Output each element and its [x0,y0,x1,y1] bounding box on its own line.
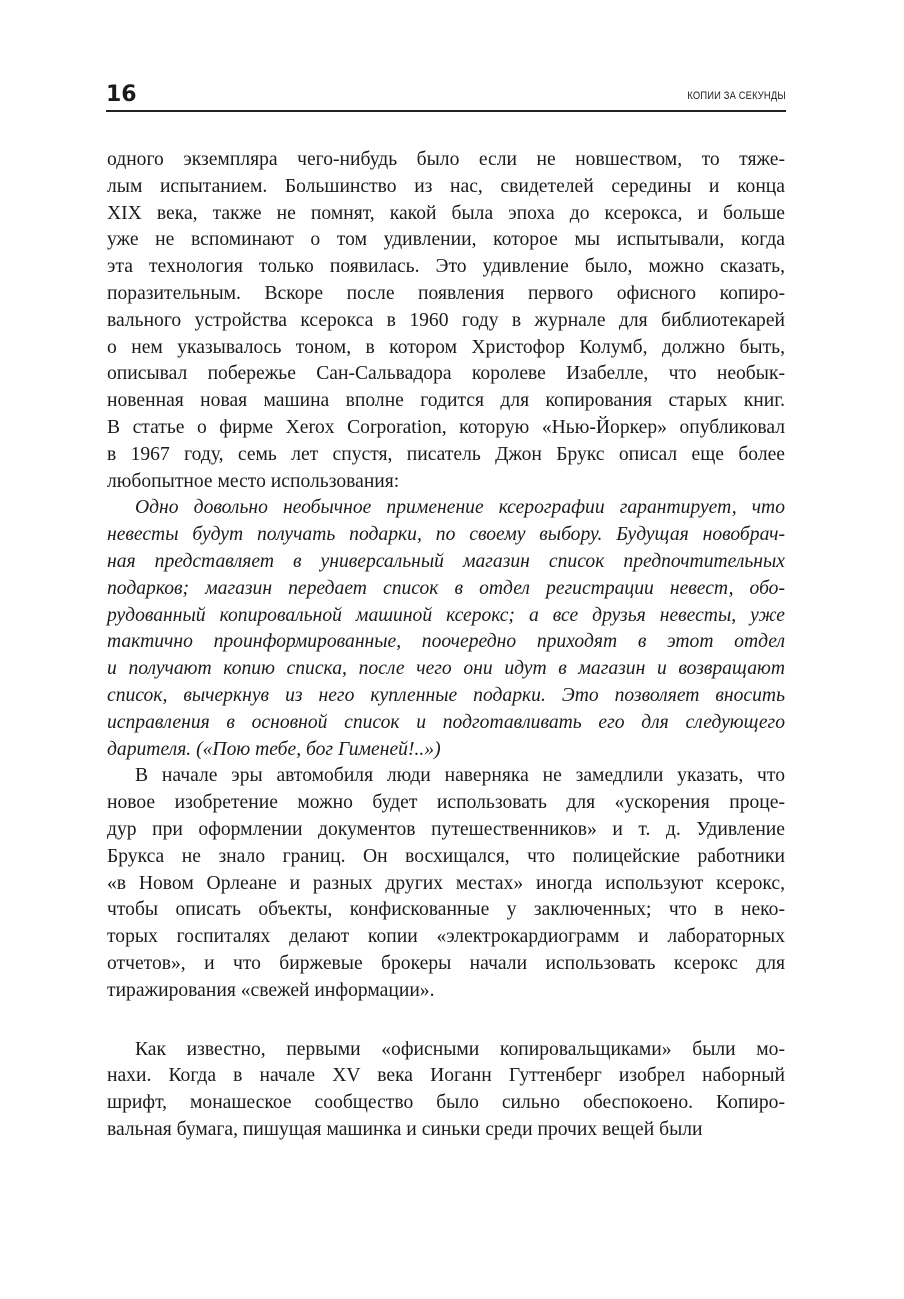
text-line: Одно довольно необычное применение ксерографии гарантирует, что [135,497,785,519]
text-line: эта технология только появилась. Это удивление было, можно сказать, [107,256,785,278]
text-line: подарков; магазин передает список в отдел регистрации невест, обо- [107,577,785,599]
text-line: дур при оформлении документов путешественников» и т. д. Удивление [107,818,785,840]
text-line: рудованный копировальной машиной ксерокс; а все друзья невесты, уже [107,604,785,626]
text-line: невесты будут получать подарки, по своему выбору. Будущая новобрач- [107,524,785,546]
text-line: о нем указывалось тоном, в котором Христофор Колумб, должно быть, [107,336,785,358]
text-line: нахи. Когда в начале XV века Иоганн Гуттенберг изобрел наборный [107,1065,785,1087]
text-line: Как известно, первыми «офисными копировальщиками» были мо- [135,1038,785,1060]
block-quote [107,495,785,763]
text-line: ная представляет в универсальный магазин список предпочтительных [107,550,785,572]
running-title: КОПИИ ЗА СЕКУНДЫ [687,90,786,102]
text-line: Брукса не знало границ. Он восхищался, что полицейские работники [107,845,785,867]
text-line: новенная новая машина вполне годится для копирования старых книг. [107,390,785,412]
paragraph [107,1037,785,1144]
paragraph [107,147,785,495]
text-line: список, вычеркнув из него купленные подарки. Это позволяет вносить [107,684,785,706]
text-line: одного экземпляра чего-нибудь было если не новшеством, то тяже- [107,149,785,170]
text-line: «в Новом Орлеане и разных других местах» иногда используют ксерокс, [107,872,785,894]
text-line: поразительным. Вскоре после появления первого офисного копиро- [107,282,785,304]
text-line: шрифт, монашеское сообщество было сильно обеспокоено. Копиро- [107,1092,785,1114]
text-line: вальная бумага, пишущая машинка и синьки среди прочих вещей были [107,1118,703,1140]
text-line: новое изобретение можно будет использовать для «ускорения проце- [107,792,785,814]
text-line: дарителя. («Пою тебе, бог Гименей!..») [107,738,441,760]
page-body [107,147,785,1144]
text-line: отчетов», и что биржевые брокеры начали использовать ксерокс для [107,952,785,974]
text-line: лым испытанием. Большинство из нас, свидетелей середины и конца [107,175,785,197]
text-line: любопытное место использования: [107,470,400,492]
page-number: 16 [106,82,137,107]
running-header [106,82,786,112]
paragraph [107,763,785,1004]
text-line: и получают копию списка, после чего они идут в магазин и возвращают [107,658,785,680]
text-line: вального устройства ксерокса в 1960 году в журнале для библиотекарей [107,309,785,331]
paragraph-gap [107,1005,785,1037]
text-line: тактично проинформированные, поочередно приходят в этот отдел [107,631,785,653]
text-line: торых госпиталях делают копии «электрокардиограмм и лабораторных [107,926,785,948]
text-line: уже не вспоминают о том удивлении, которое мы испытывали, когда [107,229,785,251]
text-line: В начале эры автомобиля люди наверняка не замедлили указать, что [135,765,785,787]
text-line: В статье о фирме Xerox Corporation, которую «Нью-Йоркер» опубликовал [107,416,785,438]
text-line: XIX века, также не помнят, какой была эпоха до ксерокса, и больше [107,202,785,224]
text-line: исправления в основной список и подготавливать его для следующего [107,711,785,733]
text-line: тиражирования «свежей информации». [107,979,435,1001]
text-line: в 1967 году, семь лет спустя, писатель Джон Брукс описал еще более [107,443,785,465]
text-line: описывал побережье Сан-Сальвадора королеве Изабелле, что необык- [107,363,785,385]
text-line: чтобы описать объекты, конфискованные у заключенных; что в неко- [107,899,785,921]
